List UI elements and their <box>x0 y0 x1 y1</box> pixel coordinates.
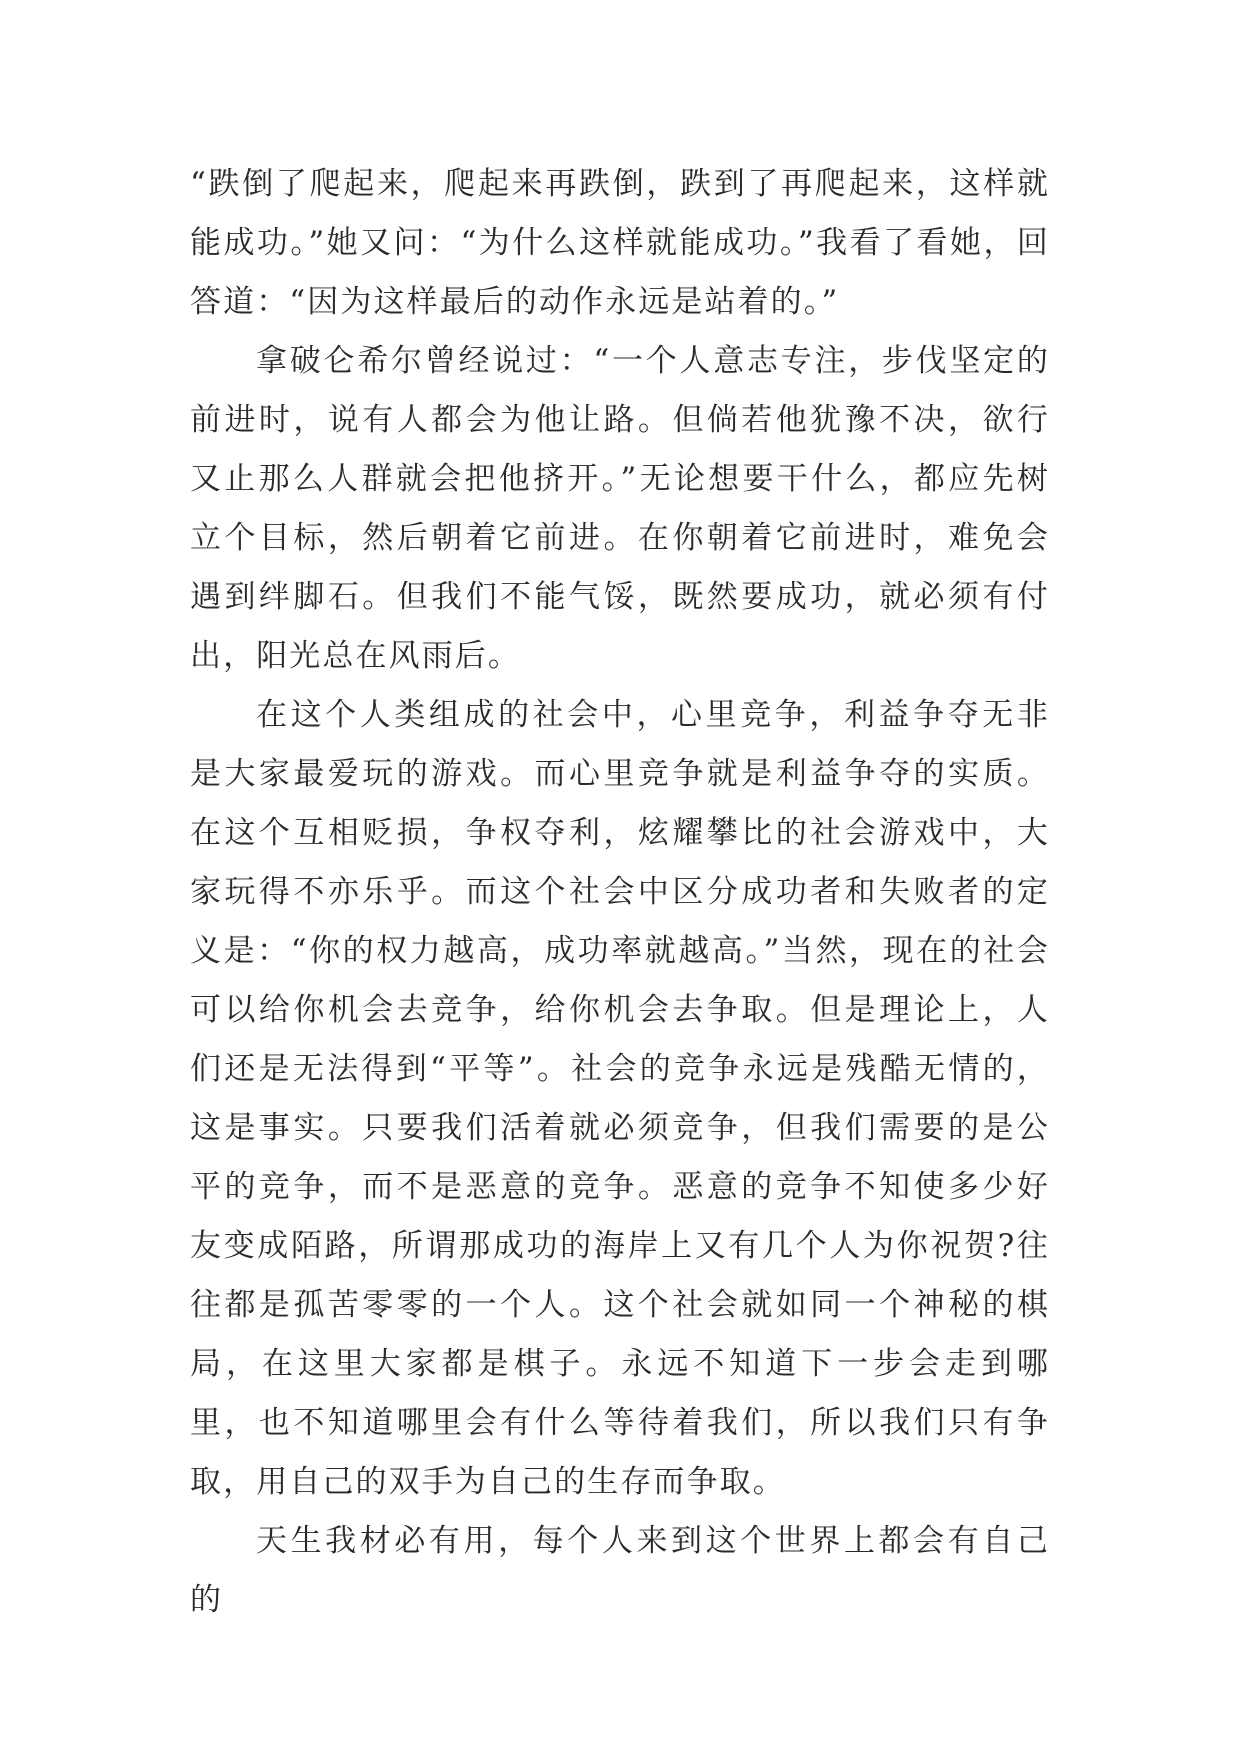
document-body <box>190 155 1050 1630</box>
paragraph-talent: 天生我材必有用，每个人来到这个世界上都会有自己的 <box>190 1523 1050 1618</box>
paragraph-continuation: “跌倒了爬起来，爬起来再跌倒，跌到了再爬起来，这样就能成功。”她又问：“为什么这样就能成功。”我看了看她，回答道：“因为这样最后的动作永远是站着的。” <box>190 166 1050 320</box>
paragraph-social-competition: 在这个人类组成的社会中，心里竞争，利益争夺无非是大家最爱玩的游戏。而心里竞争就是利益争夺的实质。在这个互相贬损，争权夺利，炫耀攀比的社会游戏中，大家玩得不亦乐乎。而这个社会中区分成功者和失败者的定义是：“你的权力越高，成功率就越高。”当然，现在的社会可以给你机会去竞争，给你机会去争取。但是理论上，人们还是无法得到“平等”。社会的竞争永远是残酷无情的，这是事实。只要我们活着就必须竞争，但我们需要的是公平的竞争，而不是恶意的竞争。恶意的竞争不知使多少好友变成陌路，所谓那成功的海岸上又有几个人为你祝贺?往往都是孤苦零零的一个人。这个社会就如同一个神秘的棋局，在这里大家都是棋子。永远不知道下一步会走到哪里，也不知道哪里会有什么等待着我们，所以我们只有争取，用自己的双手为自己的生存而争取。 <box>190 697 1050 1500</box>
paragraph-napoleon-hill-quote: 拿破仑希尔曾经说过：“一个人意志专注，步伐坚定的前进时，说有人都会为他让路。但倘若他犹豫不决，欲行又止那么人群就会把他挤开。”无论想要干什么，都应先树立个目标，然后朝着它前进。在你朝着它前进时，难免会遇到绊脚石。但我们不能气馁，既然要成功，就必须有付出，阳光总在风雨后。 <box>190 343 1050 674</box>
